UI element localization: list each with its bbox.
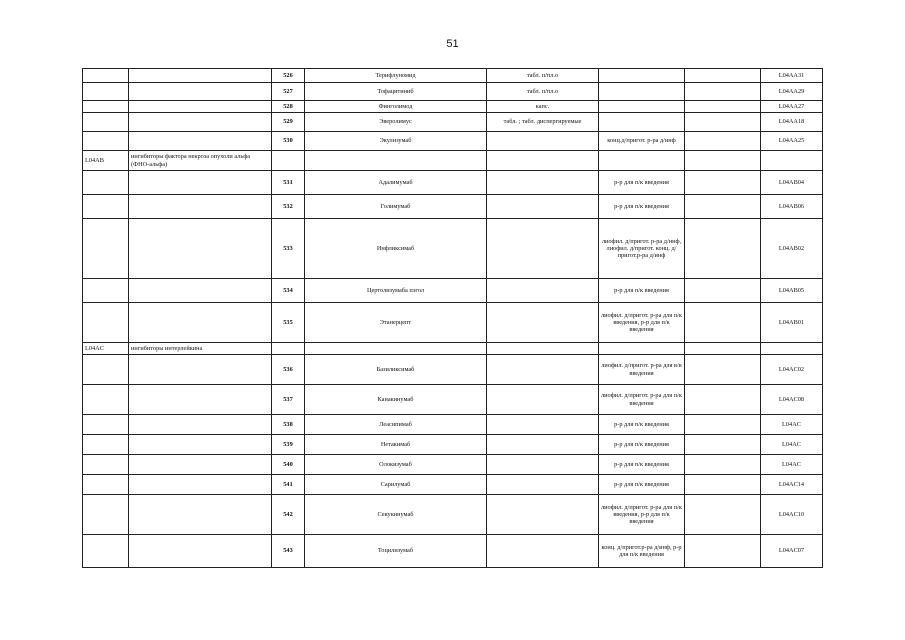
dosage-form-alt-cell: р-р для п/к введения	[599, 415, 685, 435]
blank-cell	[685, 101, 761, 113]
group-code-cell	[83, 435, 129, 455]
page-number: 51	[446, 38, 459, 50]
group-code-cell	[83, 101, 129, 113]
dosage-form-alt-cell	[599, 151, 685, 171]
table-row	[83, 475, 823, 495]
group-name-cell	[129, 385, 272, 415]
atc-code-cell: L04AC	[761, 455, 823, 475]
blank-cell	[685, 171, 761, 195]
dosage-form-alt-cell	[599, 83, 685, 101]
dosage-form-cell	[487, 219, 599, 279]
blank-cell	[685, 113, 761, 132]
blank-cell	[685, 195, 761, 219]
dosage-form-cell	[487, 151, 599, 171]
blank-cell	[685, 69, 761, 83]
table-row	[83, 219, 823, 279]
dosage-form-cell	[487, 495, 599, 535]
dosage-form-alt-cell: конц.д/пригот. р-ра д/инф	[599, 132, 685, 151]
drug-name-cell: Тоцилизумаб	[305, 535, 487, 568]
table-row	[83, 303, 823, 343]
drug-name-cell	[305, 343, 487, 355]
number-cell: 536	[272, 355, 305, 385]
drug-name-cell: Канакинумаб	[305, 385, 487, 415]
drug-name-cell: Голимумаб	[305, 195, 487, 219]
drug-name-cell: Экулизумаб	[305, 132, 487, 151]
drug-name-cell: Сарилумаб	[305, 475, 487, 495]
drug-name-cell: Адалимумаб	[305, 171, 487, 195]
dosage-form-alt-cell: лиофил. д/пригот. р-ра для в/в введения	[599, 355, 685, 385]
group-name-cell	[129, 69, 272, 83]
drug-name-cell: Нетакимаб	[305, 435, 487, 455]
drug-table	[82, 68, 823, 568]
drug-name-cell: Базиликсимаб	[305, 355, 487, 385]
group-code-cell	[83, 83, 129, 101]
dosage-form-alt-cell: лиофил. д/пригот. р-ра для п/к введения, р-р для п/к введения	[599, 495, 685, 535]
dosage-form-alt-cell: лиофил. д/пригот. р-ра для п/к введения	[599, 385, 685, 415]
dosage-form-cell	[487, 415, 599, 435]
table-row	[83, 535, 823, 568]
dosage-form-cell	[487, 385, 599, 415]
dosage-form-cell	[487, 343, 599, 355]
number-cell	[272, 343, 305, 355]
number-cell: 539	[272, 435, 305, 455]
group-code-cell	[83, 279, 129, 303]
group-name-cell	[129, 475, 272, 495]
atc-code-cell: L04AC07	[761, 535, 823, 568]
dosage-form-alt-cell: р-р для п/к введения	[599, 455, 685, 475]
table-row	[83, 171, 823, 195]
dosage-form-cell	[487, 475, 599, 495]
dosage-form-alt-cell: конц. д/пригот.р-ра д/инф, р-р для п/к введения	[599, 535, 685, 568]
dosage-form-cell	[487, 455, 599, 475]
dosage-form-cell: табл. ; табл. диспергируемые	[487, 113, 599, 132]
group-code-cell	[83, 69, 129, 83]
atc-code-cell: L04AC14	[761, 475, 823, 495]
dosage-form-cell	[487, 171, 599, 195]
dosage-form-cell	[487, 132, 599, 151]
table-row	[83, 195, 823, 219]
group-name-cell	[129, 355, 272, 385]
dosage-form-alt-cell	[599, 343, 685, 355]
group-name-cell	[129, 83, 272, 101]
atc-code-cell: L04AB01	[761, 303, 823, 343]
atc-code-cell: L04AC08	[761, 385, 823, 415]
blank-cell	[685, 415, 761, 435]
drug-name-cell	[305, 151, 487, 171]
number-cell: 529	[272, 113, 305, 132]
number-cell: 526	[272, 69, 305, 83]
group-code-cell: L04AB	[83, 151, 129, 171]
atc-code-cell: L04AA29	[761, 83, 823, 101]
dosage-form-cell	[487, 535, 599, 568]
table-row	[83, 69, 823, 83]
drug-name-cell: Этанерцепт	[305, 303, 487, 343]
dosage-form-cell: табл. п/пл.о	[487, 69, 599, 83]
group-name-cell	[129, 101, 272, 113]
number-cell: 542	[272, 495, 305, 535]
group-code-cell	[83, 535, 129, 568]
group-name-cell	[129, 195, 272, 219]
dosage-form-alt-cell: р-р для п/к введения	[599, 171, 685, 195]
table-row	[83, 435, 823, 455]
dosage-form-cell: табл. п/пл.о	[487, 83, 599, 101]
group-code-cell	[83, 355, 129, 385]
dosage-form-alt-cell: р-р для п/к введения	[599, 475, 685, 495]
group-code-cell	[83, 113, 129, 132]
group-code-cell	[83, 219, 129, 279]
drug-name-cell: Эверолимус	[305, 113, 487, 132]
group-name-cell: ингибиторы фактора некроза опухоли альфа (ФНО-альфа)	[129, 151, 272, 171]
blank-cell	[685, 343, 761, 355]
table-row	[83, 455, 823, 475]
group-code-cell	[83, 495, 129, 535]
blank-cell	[685, 132, 761, 151]
group-code-cell	[83, 415, 129, 435]
dosage-form-cell	[487, 279, 599, 303]
drug-name-cell: Инфликсимаб	[305, 219, 487, 279]
group-name-cell	[129, 435, 272, 455]
dosage-form-cell	[487, 435, 599, 455]
group-name-cell: ингибиторы интерлейкина	[129, 343, 272, 355]
atc-code-cell: L04AA18	[761, 113, 823, 132]
dosage-form-alt-cell	[599, 101, 685, 113]
dosage-form-cell	[487, 303, 599, 343]
group-name-cell	[129, 303, 272, 343]
blank-cell	[685, 355, 761, 385]
atc-code-cell: L04AB05	[761, 279, 823, 303]
group-code-cell	[83, 385, 129, 415]
group-name-cell	[129, 113, 272, 132]
number-cell: 537	[272, 385, 305, 415]
number-cell: 532	[272, 195, 305, 219]
blank-cell	[685, 303, 761, 343]
atc-code-cell: L04AA25	[761, 132, 823, 151]
group-name-cell	[129, 132, 272, 151]
number-cell: 538	[272, 415, 305, 435]
blank-cell	[685, 151, 761, 171]
group-row	[83, 151, 823, 171]
group-code-cell	[83, 132, 129, 151]
group-name-cell	[129, 535, 272, 568]
dosage-form-cell: капс.	[487, 101, 599, 113]
table-row	[83, 279, 823, 303]
dosage-form-cell	[487, 195, 599, 219]
group-code-cell: L04AC	[83, 343, 129, 355]
dosage-form-cell	[487, 355, 599, 385]
table-row	[83, 385, 823, 415]
group-code-cell	[83, 195, 129, 219]
dosage-form-alt-cell: лиофил. д/пригот. р-ра д/инф, лиофил. д/пригот. конц. д/пригот.р-ра д/инф	[599, 219, 685, 279]
blank-cell	[685, 475, 761, 495]
atc-code-cell: L04AB04	[761, 171, 823, 195]
blank-cell	[685, 279, 761, 303]
atc-code-cell: L04AC	[761, 435, 823, 455]
group-name-cell	[129, 495, 272, 535]
dosage-form-alt-cell: р-р для п/к введения	[599, 279, 685, 303]
number-cell: 530	[272, 132, 305, 151]
atc-code-cell: L04AB06	[761, 195, 823, 219]
atc-code-cell	[761, 151, 823, 171]
dosage-form-alt-cell	[599, 69, 685, 83]
dosage-form-alt-cell: р-р для п/к введения	[599, 195, 685, 219]
table-row	[83, 355, 823, 385]
group-code-cell	[83, 303, 129, 343]
table-row	[83, 83, 823, 101]
group-name-cell	[129, 415, 272, 435]
drug-name-cell: Леасипимаб	[305, 415, 487, 435]
number-cell: 531	[272, 171, 305, 195]
group-name-cell	[129, 219, 272, 279]
atc-code-cell: L04AC	[761, 415, 823, 435]
blank-cell	[685, 535, 761, 568]
table-row	[83, 132, 823, 151]
dosage-form-alt-cell: лиофил. д/пригот. р-ра для п/к введения, р-р для п/к введения	[599, 303, 685, 343]
number-cell: 543	[272, 535, 305, 568]
number-cell: 541	[272, 475, 305, 495]
group-code-cell	[83, 171, 129, 195]
drug-name-cell: Секукинумаб	[305, 495, 487, 535]
group-code-cell	[83, 475, 129, 495]
drug-name-cell: Цертолизумаба пэгол	[305, 279, 487, 303]
blank-cell	[685, 385, 761, 415]
number-cell: 540	[272, 455, 305, 475]
blank-cell	[685, 435, 761, 455]
atc-code-cell: L04AC02	[761, 355, 823, 385]
group-name-cell	[129, 171, 272, 195]
atc-code-cell: L04AB02	[761, 219, 823, 279]
group-name-cell	[129, 279, 272, 303]
atc-code-cell: L04AA31	[761, 69, 823, 83]
blank-cell	[685, 495, 761, 535]
drug-name-cell: Тофацитиниб	[305, 83, 487, 101]
number-cell	[272, 151, 305, 171]
blank-cell	[685, 83, 761, 101]
group-row	[83, 343, 823, 355]
table-row	[83, 495, 823, 535]
atc-code-cell	[761, 343, 823, 355]
atc-code-cell: L04AC10	[761, 495, 823, 535]
number-cell: 534	[272, 279, 305, 303]
table-row	[83, 113, 823, 132]
drug-name-cell: Терифлуномид	[305, 69, 487, 83]
drug-name-cell: Финголимод	[305, 101, 487, 113]
table-row	[83, 101, 823, 113]
dosage-form-alt-cell	[599, 113, 685, 132]
number-cell: 528	[272, 101, 305, 113]
drug-name-cell: Олокизумаб	[305, 455, 487, 475]
number-cell: 535	[272, 303, 305, 343]
dosage-form-alt-cell: р-р для п/к введения	[599, 435, 685, 455]
blank-cell	[685, 219, 761, 279]
blank-cell	[685, 455, 761, 475]
table-row	[83, 415, 823, 435]
number-cell: 527	[272, 83, 305, 101]
group-code-cell	[83, 455, 129, 475]
number-cell: 533	[272, 219, 305, 279]
group-name-cell	[129, 455, 272, 475]
atc-code-cell: L04AA27	[761, 101, 823, 113]
